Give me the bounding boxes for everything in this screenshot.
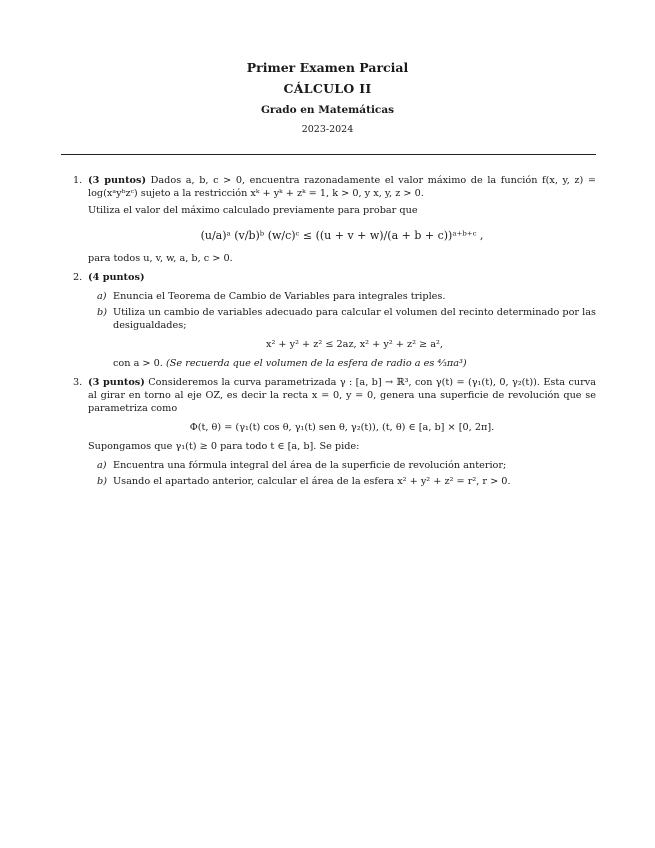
question-3 — [61, 376, 596, 488]
statement-text: para todos u, v, w, a, b, c > 0. — [88, 253, 233, 264]
subquestion-a — [88, 290, 596, 303]
subquestion-b — [88, 306, 596, 370]
question-points: (3 puntos) — [88, 377, 145, 388]
statement-text: Dados a, b, c > 0, encuentra razonadamente el valor máximo de la función f(x, y, z) = log(xᵃyᵇzᶜ) — [88, 175, 596, 199]
question-statement — [88, 376, 596, 415]
subquestion-list — [88, 459, 596, 488]
statement-text: sujeto a la restricción xᵏ + yᵏ + zᵏ = 1, k > 0, y x, y, z > 0. — [140, 188, 424, 199]
condition-text: con a > 0. — [113, 358, 163, 369]
question-statement — [88, 174, 596, 200]
display-equation: (u/a)ᵃ (v/b)ᵇ (w/c)ᶜ ≤ ((u + v + w)/(a + b + c))ᵃ⁺ᵇ⁺ᶜ , — [200, 229, 484, 242]
display-equation: Φ(t, θ) = (γ₁(t) cos θ, γ₁(t) sen θ, γ₂(t)), (t, θ) ∈ [a, b] × [0, 2π]. — [189, 422, 495, 433]
subquestion-text: Utiliza un cambio de variables adecuado para calcular el volumen del recinto determinado por las desigualdades; — [113, 307, 596, 331]
question-1 — [61, 174, 596, 265]
subquestion-list — [88, 290, 596, 370]
question-number: 3. — [73, 377, 83, 388]
subquestion-text: Enuncia el Teorema de Cambio de Variables para integrales triples. — [113, 291, 446, 302]
course-name: CÁLCULO II — [283, 81, 372, 96]
subquestion-label: a) — [97, 291, 107, 302]
subquestion-b — [88, 475, 596, 488]
question-number: 1. — [73, 175, 83, 186]
subquestion-text: Encuentra una fórmula integral del área de la superficie de revolución anterior; — [113, 460, 507, 471]
hint-text: (Se recuerda que el volumen de la esfera de radio a es ⁴⁄₃πa³) — [165, 358, 467, 369]
question-number: 2. — [73, 272, 83, 283]
subquestion-a — [88, 459, 596, 472]
question-points: (4 puntos) — [88, 272, 145, 283]
subquestion-label: b) — [97, 476, 107, 487]
statement-text: Supongamos que γ₁(t) ≥ 0 para todo t ∈ [a, b]. Se pide: — [88, 441, 360, 452]
subquestion-text: Usando el apartado anterior, calcular el área de la esfera x² + y² + z² = r², r > 0. — [113, 476, 511, 487]
exam-questions — [61, 174, 596, 494]
statement-text: Consideremos la curva parametrizada γ : [a, b] → ℝ³, con γ(t) = (γ₁(t), 0, γ₂(t)). Esta curva al girar en torno al eje OZ, es decir la recta x = 0, y = 0, genera una superficie de revolución que se parametriza como — [88, 377, 596, 414]
statement-text: Utiliza el valor del máximo calculado previamente para probar que — [88, 205, 418, 216]
subquestion-label: a) — [97, 460, 107, 471]
exam-title: Primer Examen Parcial — [246, 60, 409, 75]
subquestion-note — [113, 357, 596, 370]
display-equation: x² + y² + z² ≤ 2az, x² + y² + z² ≥ a², — [266, 339, 443, 350]
degree-name: Grado en Matemáticas — [260, 104, 395, 116]
subquestion-label: b) — [97, 307, 107, 318]
academic-year: 2023-2024 — [301, 124, 354, 135]
header-divider — [61, 154, 596, 155]
question-2 — [61, 271, 596, 370]
question-points: (3 puntos) — [88, 175, 147, 186]
